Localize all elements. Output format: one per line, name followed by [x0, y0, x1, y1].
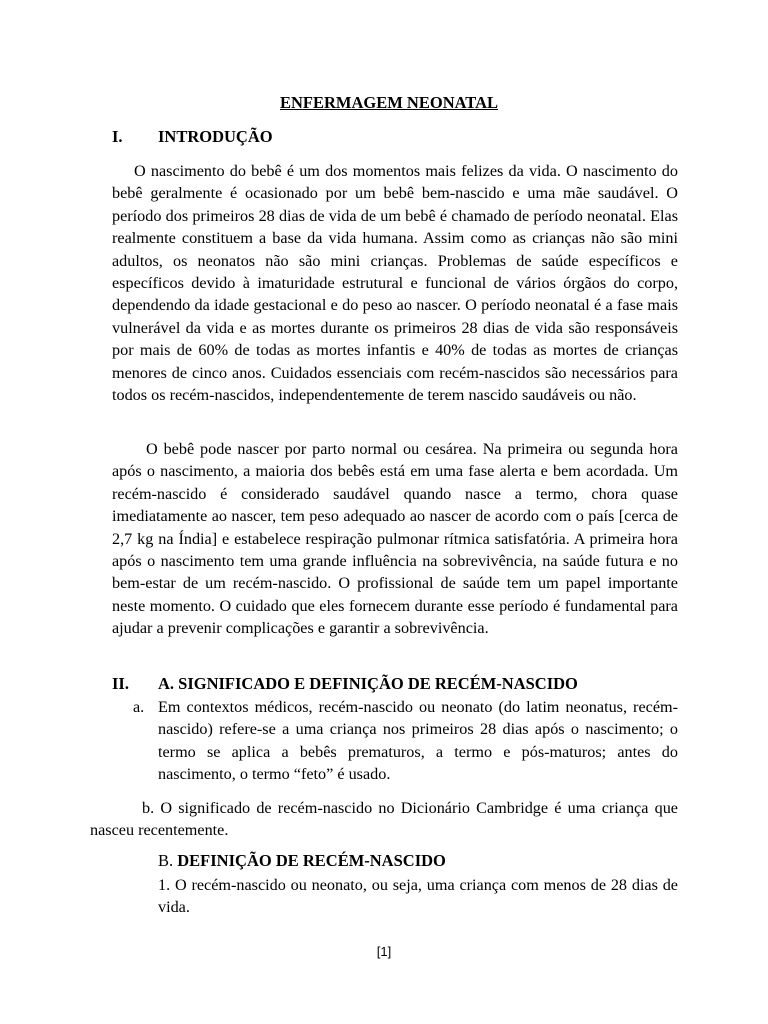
section-number: I. [112, 127, 123, 146]
subsection-prefix: B. [158, 851, 174, 870]
intro-paragraph-2: O bebê pode nascer por parto normal ou cesárea. Na primeira ou segunda hora após o nascimento, a maioria dos bebês está em uma fase alerta e bem acordada. Um recém-nascido é considerado saudável quando nasce a termo, chora quase imediatamente ao nascer, tem peso adequado ao nascer de acordo com o país [cerca de 2,7 kg na Índia] e estabelece respiração pulmonar rítmica satisfatória. A primeira hora após o nascimento tem uma grande influência na sobrevivência, na saúde futura e no bem-estar de um recém-nascido. O profissional de saúde tem um papel importante neste momento. O cuidado que eles fornecem durante esse período é fundamental para ajudar a prevenir complicações e garantir a sobrevivência. [112, 440, 678, 638]
list-item-text: Em contextos médicos, recém-nascido ou neonato (do latim neonatus, recém-nascido) refere-se a uma criança nos primeiros 28 dias após o nascimento; o termo se aplica a bebês prematuros, a termo e pós-maturos; antes do nascimento, o termo “feto” é usado. [158, 698, 678, 784]
list-item-a [133, 696, 678, 786]
definition-item-1: 1. O recém-nascido ou neonato, ou seja, uma criança com menos de 28 dias de vida. [158, 876, 678, 917]
document-title: ENFERMAGEM NEONATAL [279, 93, 498, 112]
list-marker: a. [133, 698, 145, 716]
subsection-heading-definicao [158, 850, 446, 872]
page-number: [1] [376, 944, 392, 959]
section-number: II. [112, 674, 129, 693]
section-title: INTRODUÇÃO [158, 127, 273, 146]
intro-paragraph-1: O nascimento do bebê é um dos momentos mais felizes da vida. O nascimento do bebê geralmente é ocasionado por um bebê bem-nascido e uma mãe saudável. O período dos primeiros 28 dias de vida de um bebê é chamado de período neonatal. Elas realmente constituem a base da vida humana. Assim como as crianças não são mini adultos, os neonatos não são mini crianças. Problemas de saúde específicos e específicos devido à imaturidade estrutural e funcional de vários órgãos do corpo, dependendo da idade gestacional e do peso ao nascer. O período neonatal é a fase mais vulnerável da vida e as mortes durante os primeiros 28 dias de vida são responsáveis por mais de 60% de todas as mortes infantis e 40% de todas as mortes de crianças menores de cinco anos. Cuidados essenciais com recém-nascidos são necessários para todos os recém-nascidos, independentemente de terem nascido saudáveis ou não. [112, 162, 678, 405]
section-title: A. SIGNIFICADO E DEFINIÇÃO DE RECÉM-NASCIDO [158, 674, 578, 693]
subsection-title: DEFINIÇÃO DE RECÉM-NASCIDO [177, 851, 446, 870]
list-item-b: b. O significado de recém-nascido no Dicionário Cambridge é uma criança que nasceu recentemente. [90, 799, 678, 840]
